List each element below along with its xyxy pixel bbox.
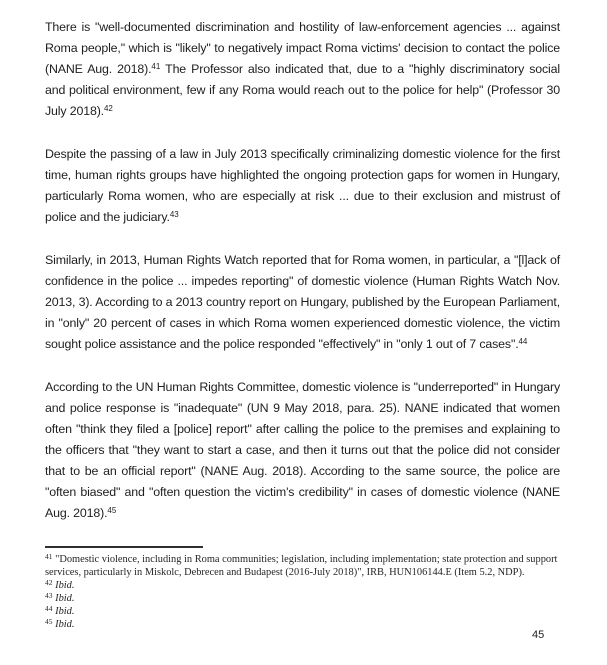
footnote-text: "Domestic violence, including in Roma communities; legislation, including implementation; state protection and support services, particularly in Miskolc, Debrecen and Budapest (2016-July 2018)", IRB, HUN106144.E (Item 5.2, NDP). [45, 554, 558, 578]
footnote-number: 42 [45, 577, 53, 587]
footnote-ref-42: 42 [103, 103, 113, 113]
footnote-text: Ibid. [55, 580, 75, 591]
paragraph-3 [45, 250, 560, 355]
footnotes [45, 553, 560, 631]
body-text [45, 17, 560, 524]
footnote-text: Ibid. [55, 606, 75, 617]
footnote-ref-43: 43 [169, 209, 179, 219]
footnote-number: 43 [45, 590, 53, 600]
footnote-separator [45, 546, 203, 548]
footnote-number: 44 [45, 603, 53, 613]
footnote-ref-44: 44 [518, 336, 528, 346]
footnote-number: 45 [45, 616, 53, 626]
paragraph-text: There is "well-documented discrimination and hostility of law-enforcement agencies ... against Roma people," which is "likely" to negatively impact Roma victims' decision to contact the police (NANE Aug. 2018). [45, 20, 560, 76]
paragraph-2 [45, 144, 560, 228]
footnote-number: 41 [45, 551, 53, 561]
footnote-text: Ibid. [55, 593, 75, 604]
footnote-44 [45, 605, 560, 618]
paragraph-text: Similarly, in 2013, Human Rights Watch reported that for Roma women, in particular, a "[l]ack of confidence in the police ... impedes reporting" of domestic violence (Human Rights Watch Nov. 2013, 3). According to a 2013 country report on Hungary, published by the European Parliament, in "only" 20 percent of cases in which Roma women experienced domestic violence, the victim sought police assistance and the police responded "effectively" in "only 1 out of 7 cases". [45, 253, 560, 351]
paragraph-text: Despite the passing of a law in July 2013 specifically criminalizing domestic violence for the first time, human rights groups have highlighted the ongoing protection gaps for women in Hungary, particularly Roma women, who are especially at risk ... due to their exclusion and mistrust of police and the judiciary. [45, 147, 560, 224]
footnote-42 [45, 579, 560, 592]
paragraph-text: The Professor also indicated that, due to a "highly discriminatory social and political environment, few if any Roma would reach out to the police for help" (Professor 30 July 2018). [45, 62, 560, 118]
footnote-text: Ibid. [55, 619, 75, 630]
paragraph-1 [45, 17, 560, 122]
footnote-45 [45, 618, 560, 631]
footnote-43 [45, 592, 560, 605]
footnote-ref-41: 41 [151, 61, 161, 71]
footnote-ref-45: 45 [107, 505, 117, 515]
paragraph-text: According to the UN Human Rights Committee, domestic violence is "underreported" in Hungary and police response is "inadequate" (UN 9 May 2018, para. 25). NANE indicated that women often "think they filed a [police] report" after calling the police to the premises and explaining to the officers that "they want to start a case, and then it turns out that the police did not consider that to be an official report" (NANE Aug. 2018). According to the same source, the police are "often biased" and "often question the victim's credibility" in cases of domestic violence (NANE Aug. 2018). [45, 380, 560, 520]
page-number: 45 [532, 629, 545, 641]
footnote-41 [45, 553, 560, 579]
paragraph-4 [45, 377, 560, 524]
